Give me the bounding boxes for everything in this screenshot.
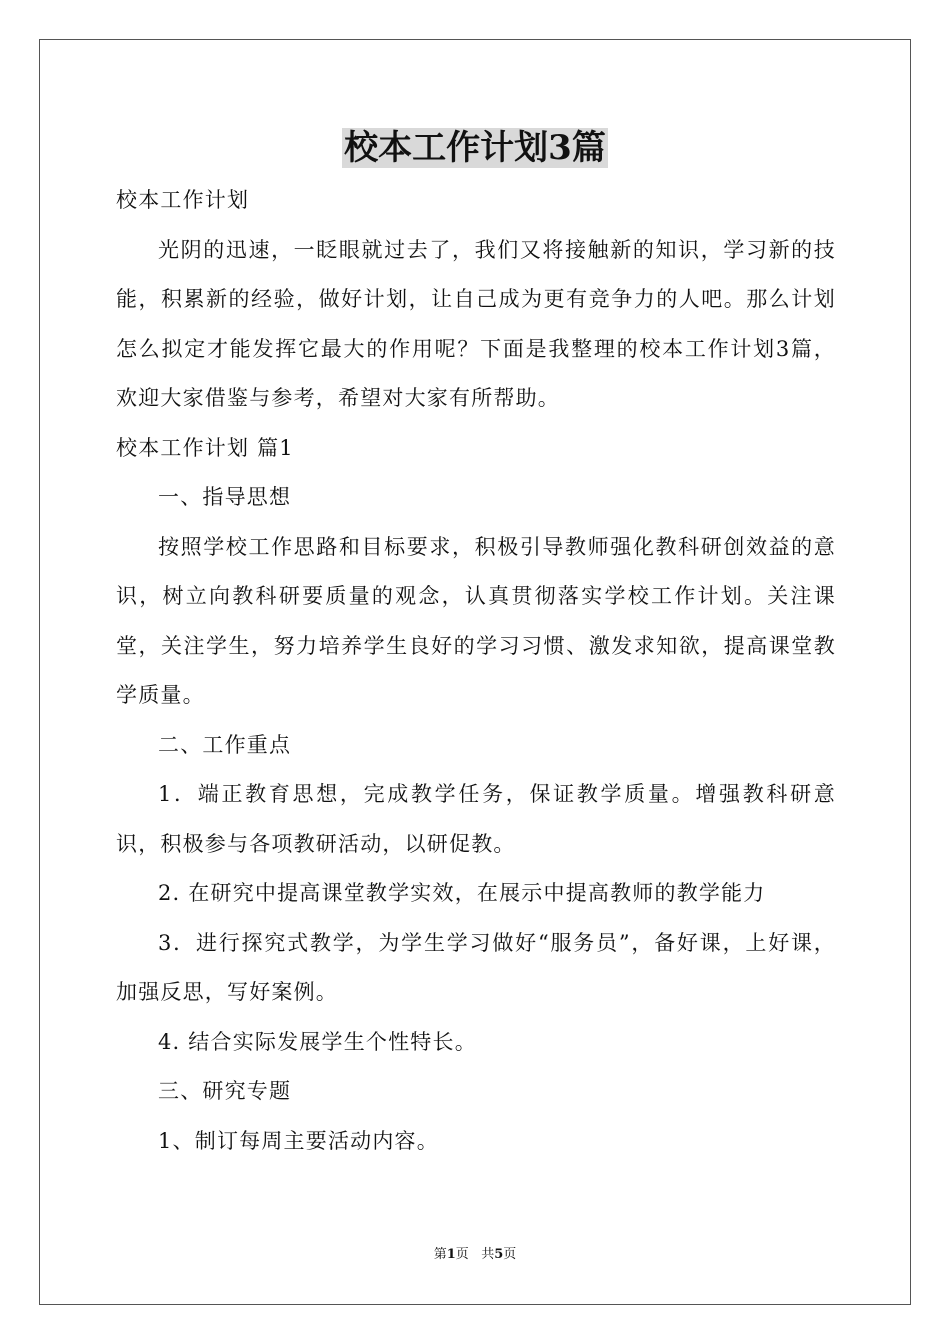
- list-item: 1．端正教育思想，完成教学任务，保证教学质量。增强教科研意识，积极参与各项教研活动，以研促教。: [116, 782, 836, 856]
- total-prefix: 共: [481, 1247, 495, 1262]
- section-heading: 校本工作计划 篇1: [116, 435, 294, 460]
- total-pages: 5: [494, 1247, 504, 1262]
- body-paragraph: 按照学校工作思路和目标要求，积极引导教师强化教科研创效益的意识，树立向教科研要质量的观念，认真贯彻落实学校工作计划。关注课堂，关注学生，努力培养学生良好的学习习惯、激发求知欲，提高课堂教学质量。: [116, 534, 836, 707]
- subsection-heading: 一、指导思想: [158, 485, 292, 509]
- total-suffix: 页: [503, 1247, 517, 1262]
- page-number: 1: [446, 1247, 456, 1262]
- section-heading: 校本工作计划: [116, 188, 250, 212]
- page-suffix: 页: [455, 1247, 469, 1262]
- list-item: 4. 结合实际发展学生个性特长。: [158, 1029, 477, 1054]
- page-footer: [0, 1246, 950, 1264]
- subsection-heading: 三、研究专题: [158, 1079, 292, 1103]
- subsection-heading: 二、工作重点: [158, 732, 292, 757]
- page-prefix: 第: [433, 1247, 447, 1262]
- title-container: [0, 128, 950, 168]
- list-item: 1、制订每周主要活动内容。: [158, 1128, 439, 1153]
- document-title: 校本工作计划3篇: [344, 128, 606, 168]
- list-item: 3．进行探究式教学，为学生学习做好“服务员”，备好课，上好课，加强反思，写好案例。: [116, 930, 836, 1004]
- intro-paragraph: 光阴的迅速，一眨眼就过去了，我们又将接触新的知识，学习新的技能，积累新的经验，做好计划，让自己成为更有竞争力的人吧。那么计划怎么拟定才能发挥它最大的作用呢？下面是我整理的校本工作计划3篇，欢迎大家借鉴与参考，希望对大家有所帮助。: [116, 237, 836, 410]
- list-item: 2. 在研究中提高课堂教学实效，在展示中提高教师的教学能力: [158, 881, 766, 905]
- document-body: [116, 176, 836, 1166]
